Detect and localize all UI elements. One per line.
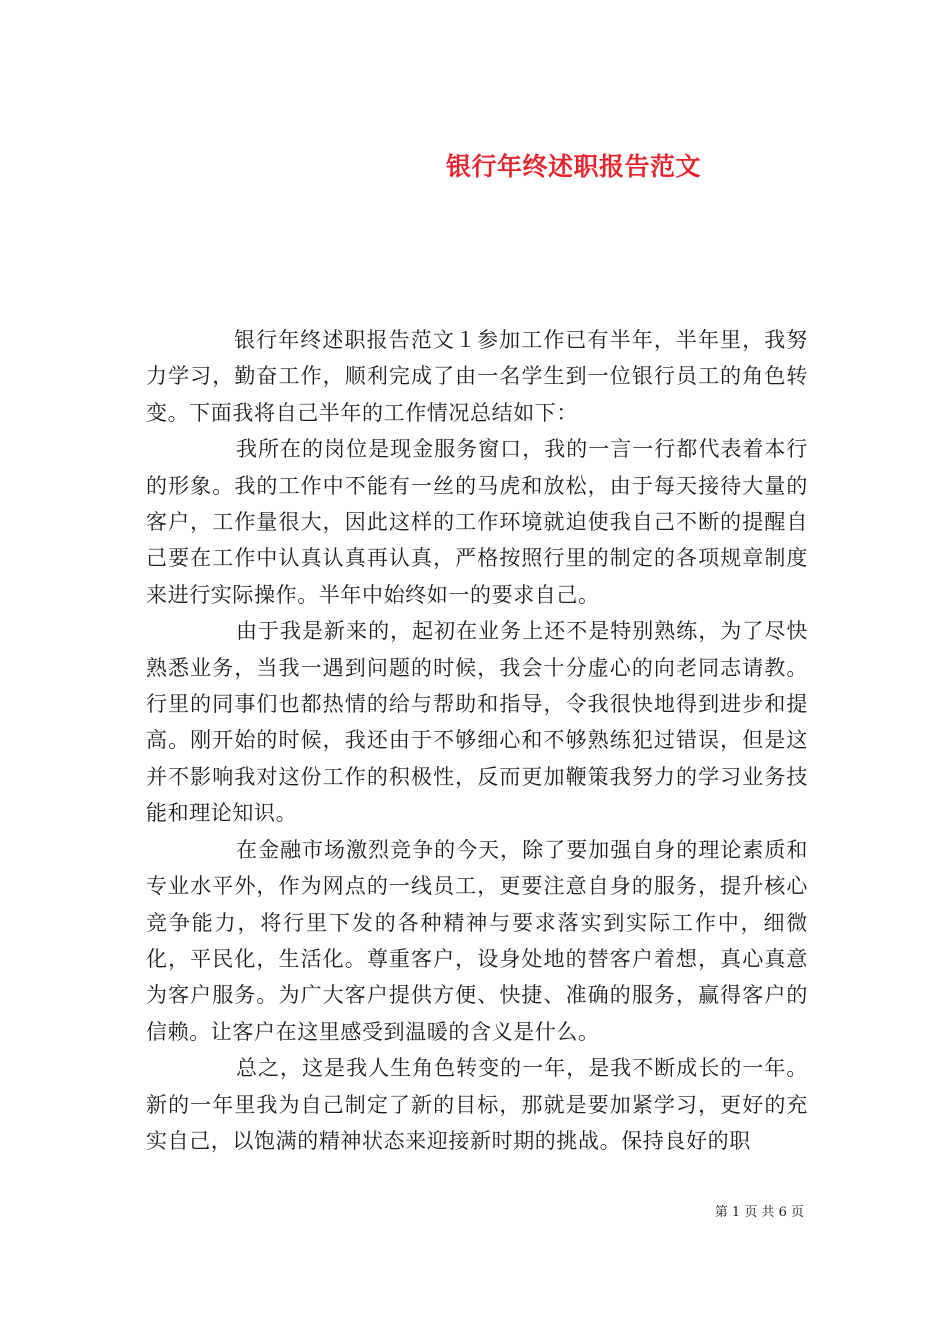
paragraph-1: 银行年终述职报告范文１参加工作已有半年，半年里，我努力学习，勤奋工作，顺利完成了由一名学生到一位银行员工的角色转变。下面我将自己半年的工作情况总结如下： [146,328,808,425]
document-body [146,322,808,1159]
paragraph-3: 由于我是新来的，起初在业务上还不是特别熟练，为了尽快熟悉业务，当我一遇到问题的时候，我会十分虚心的向老同志请教。行里的同事们也都热情的给与帮助和指导，令我很快地得到进步和提高。刚开始的时候，我还由于不够细心和不够熟练犯过错误，但是这并不影响我对这份工作的积极性，反而更加鞭策我努力的学习业务技能和理论知识。 [146,619,808,826]
paragraph-4: 在金融市场激烈竞争的今天，除了要加强自身的理论素质和专业水平外，作为网点的一线员工，更要注意自身的服务，提升核心竞争能力，将行里下发的各种精神与要求落实到实际工作中，细微化，平民化，生活化。尊重客户，设身处地的替客户着想，真心真意为客户服务。为广大客户提供方便、快捷、准确的服务，赢得客户的信赖。让客户在这里感受到温暖的含义是什么。 [146,837,808,1044]
page-number-footer: 第 1 页 共 6 页 [714,1205,804,1220]
document-title: 银行年终述职报告范文 [445,151,701,181]
paragraph-2: 我所在的岗位是现金服务窗口，我的一言一行都代表着本行的形象。我的工作中不能有一丝的马虎和放松，由于每天接待大量的客户，工作量很大，因此这样的工作环境就迫使我自己不断的提醒自己要在工作中认真认真再认真，严格按照行里的制定的各项规章制度来进行实际操作。半年中始终如一的要求自己。 [146,437,808,607]
paragraph-5: 总之，这是我人生角色转变的一年，是我不断成长的一年。新的一年里我为自己制定了新的目标，那就是要加紧学习，更好的充实自己，以饱满的精神状态来迎接新时期的挑战。保持良好的职 [146,1056,808,1153]
